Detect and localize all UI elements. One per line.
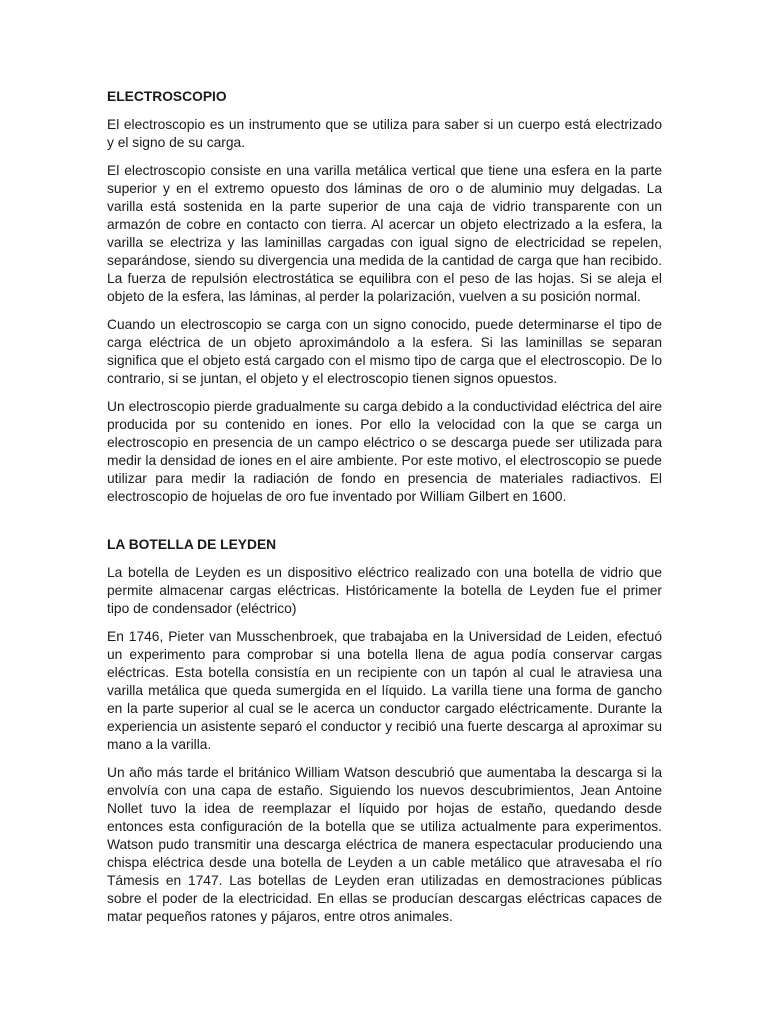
section-electroscopio — [107, 88, 662, 506]
section-heading: LA BOTELLA DE LEYDEN — [107, 537, 277, 552]
paragraph: El electroscopio es un instrumento que se utiliza para saber si un cuerpo está electrizado y el signo de su carga. — [107, 117, 662, 150]
document-page — [107, 88, 662, 936]
paragraph: En 1746, Pieter van Musschenbroek, que trabajaba en la Universidad de Leiden, efectuó un experimento para comprobar si una botella llena de agua podía conservar cargas eléctricas. Esta botella consistía en un recipiente con un tapón al cual le atraviesa una varilla metálica que queda sumergida en el líquido. La varilla tiene una forma de gancho en la parte superior al cual se le acerca un conductor cargado eléctricamente. Durante la experiencia un asistente separó el conductor y recibió una fuerte descarga al aproximar su mano a la varilla. — [107, 629, 662, 752]
section-heading: ELECTROSCOPIO — [107, 89, 227, 104]
paragraph: La botella de Leyden es un dispositivo eléctrico realizado con una botella de vidrio que permite almacenar cargas eléctricas. Históricamente la botella de Leyden fue el primer tipo de condensador (eléctrico) — [107, 565, 662, 616]
paragraph: El electroscopio consiste en una varilla metálica vertical que tiene una esfera en la parte superior y en el extremo opuesto dos láminas de oro o de aluminio muy delgadas. La varilla está sostenida en la parte superior de una caja de vidrio transparente con un armazón de cobre en contacto con tierra. Al acercar un objeto electrizado a la esfera, la varilla se electriza y las laminillas cargadas con igual signo de electricidad se repelen, separándose, siendo su divergencia una medida de la cantidad de carga que han recibido. La fuerza de repulsión electrostática se equilibra con el peso de las hojas. Si se aleja el objeto de la esfera, las láminas, al perder la polarización, vuelven a su posición normal. — [107, 163, 662, 304]
paragraph: Cuando un electroscopio se carga con un signo conocido, puede determinarse el tipo de carga eléctrica de un objeto aproximándolo a la esfera. Si las laminillas se separan significa que el objeto está cargado con el mismo tipo de carga que el electroscopio. De lo contrario, si se juntan, el objeto y el electroscopio tienen signos opuestos. — [107, 317, 662, 386]
section-botella-de-leyden — [107, 536, 662, 926]
paragraph: Un año más tarde el británico William Watson descubrió que aumentaba la descarga si la envolvía con una capa de estaño. Siguiendo los nuevos descubrimientos, Jean Antoine Nollet tuvo la idea de reemplazar el líquido por hojas de estaño, quedando desde entonces esta configuración de la botella que se utiliza actualmente para experimentos. Watson pudo transmitir una descarga eléctrica de manera espectacular produciendo una chispa eléctrica desde una botella de Leyden a un cable metálico que atravesaba el río Támesis en 1747. Las botellas de Leyden eran utilizadas en demostraciones públicas sobre el poder de la electricidad. En ellas se producían descargas eléctricas capaces de matar pequeños ratones y pájaros, entre otros animales. — [107, 765, 662, 924]
paragraph: Un electroscopio pierde gradualmente su carga debido a la conductividad eléctrica del aire producida por su contenido en iones. Por ello la velocidad con la que se carga un electroscopio en presencia de un campo eléctrico o se descarga puede ser utilizada para medir la densidad de iones en el aire ambiente. Por este motivo, el electroscopio se puede utilizar para medir la radiación de fondo en presencia de materiales radiactivos. El electroscopio de hojuelas de oro fue inventado por William Gilbert en 1600. — [107, 399, 662, 504]
